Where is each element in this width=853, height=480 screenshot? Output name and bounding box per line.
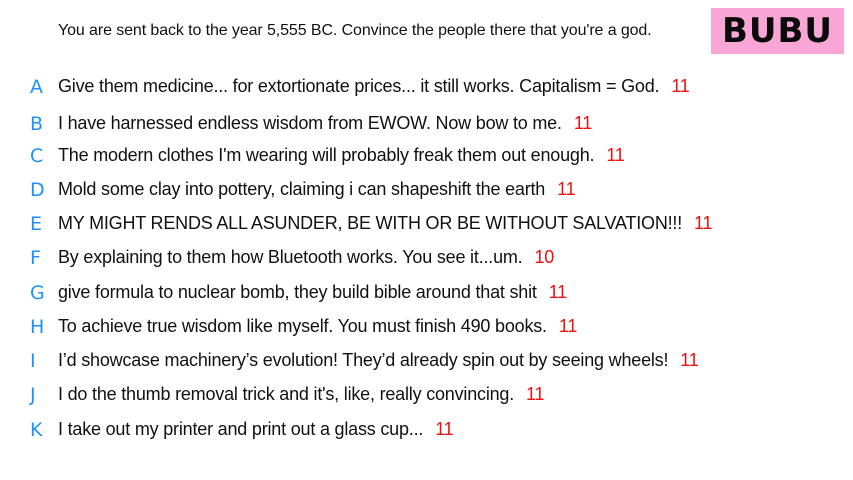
response-letter: F [30,247,41,269]
bubu-badge: BUBU [711,8,844,54]
response-text: I take out my printer and print out a glass cup... [58,419,424,439]
response-score: 11 [526,384,545,404]
response-letter: J [30,384,36,406]
response-text: MY MIGHT RENDS ALL ASUNDER, BE WITH OR BE WITHOUT SALVATION!!! [58,213,683,233]
response-letter: E [30,213,43,235]
response-score: 11 [606,145,625,165]
response-score: 11 [558,316,578,336]
response-text: To achieve true wisdom like myself. You must finish 490 books. [58,316,547,336]
response-score: 11 [548,282,567,302]
response-score: 11 [680,350,699,370]
response-text: By explaining to them how Bluetooth works. You see it...um. [58,247,523,267]
response-score: 11 [694,213,713,233]
response-letter: I [30,350,36,372]
response-score: 11 [557,179,576,199]
response-text: Give them medicine... for extortionate prices... it still works. Capitalism = God. [58,76,660,96]
response-letter: K [30,419,43,441]
response-text: Mold some clay into pottery, claiming i can shapeshift the earth [58,179,546,199]
response-score: 11 [435,419,454,439]
response-letter: G [30,282,45,304]
response-score: 10 [534,247,555,267]
response-letter: H [30,316,45,338]
response-text: I do the thumb removal trick and it's, like, really convincing. [58,384,515,404]
response-score: 11 [671,76,690,96]
response-letter: D [30,179,45,201]
response-score: 11 [573,113,593,133]
response-letter: C [30,145,44,167]
response-text: The modern clothes I'm wearing will probably freak them out enough. [58,145,595,165]
prompt-text: You are sent back to the year 5,555 BC. Convince the people there that you're a god. [58,22,652,39]
response-letter: A [30,76,43,98]
response-text: give formula to nuclear bomb, they build bible around that shit [58,282,537,302]
response-text: I have harnessed endless wisdom from EWOW. Now bow to me. [58,113,562,133]
response-text: I’d showcase machinery’s evolution! They’d already spin out by seeing wheels! [58,350,669,370]
response-letter: B [30,113,44,135]
